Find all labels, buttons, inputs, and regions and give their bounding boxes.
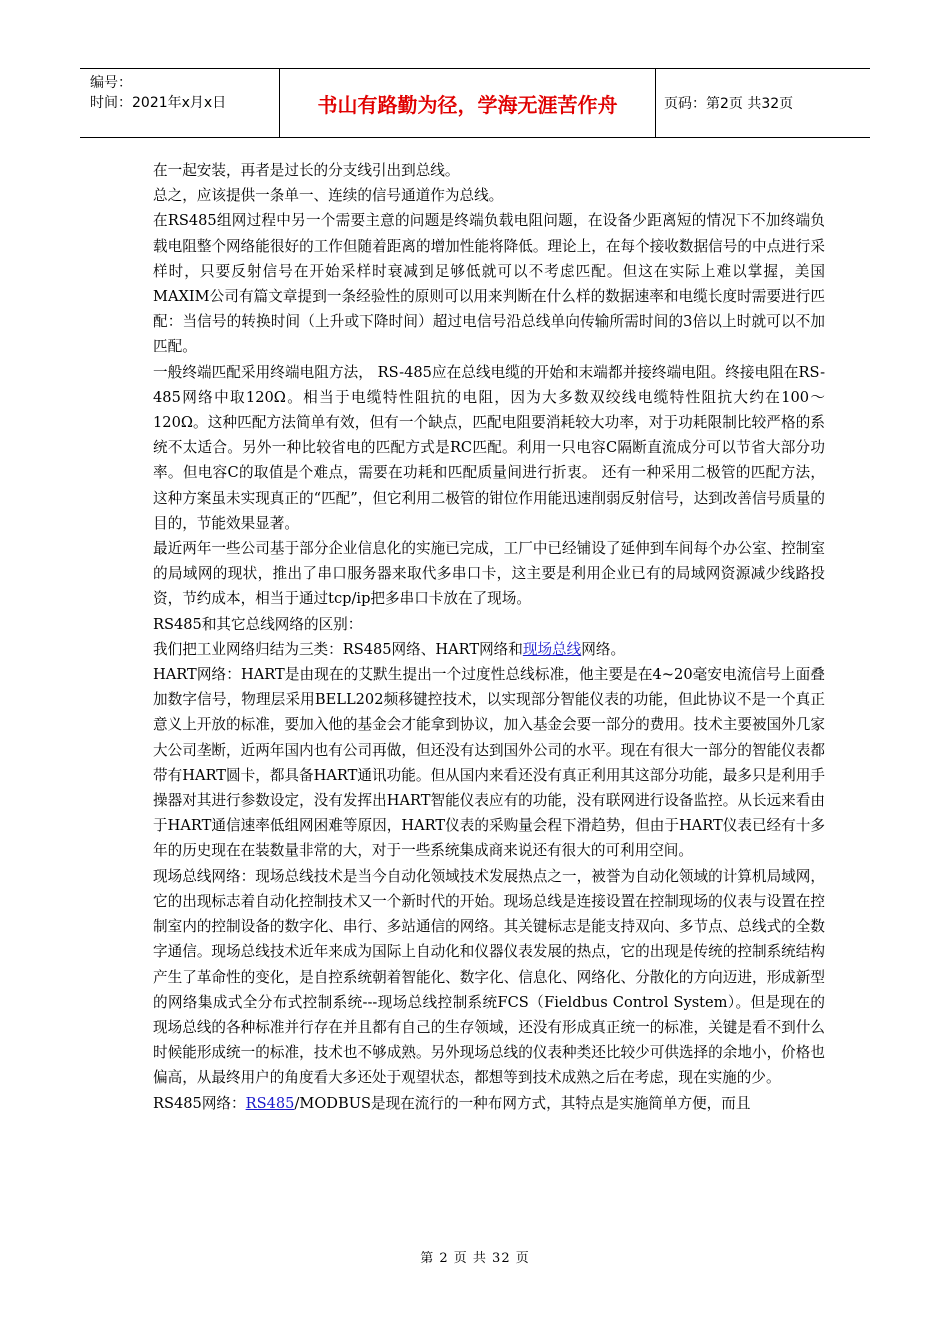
rs485-link[interactable]: RS485	[245, 1094, 295, 1112]
classification-text: 我们把工业网络归结为三类：RS485网络、HART网络和	[153, 640, 523, 658]
rs485-paragraph	[153, 1091, 825, 1116]
header-motto: 书山有路勤为径，学海无涯苦作舟	[280, 69, 656, 137]
fieldbus-paragraph: 现场总线网络：现场总线技术是当今自动化领域技术发展热点之一，被誉为自动化领域的计算机局域网，它的出现标志着自动化控制技术又一个新时代的开始。现场总线是连接设置在控制现场的仪表与设置在控制室内的控制设备的数字化、串行、多站通信的网络。其关键标志是能支持双向、多节点、总线式的全数字通信。现场总线技术近年来成为国际上自动化和仪器仪表发展的热点，它的出现是传统的控制系统结构产生了革命性的变化，是自控系统朝着智能化、数字化、信息化、网络化、分散化的方向迈进，形成新型的网络集成式全分布式控制系统---现场总线控制系统FCS（Fieldbus Control System）。但是现在的现场总线的各种标准并行存在并且都有自己的生存领域，还没有形成真正统一的标准，关键是看不到什么时候能形成统一的标准，技术也不够成熟。另外现场总线的仪表种类还比较少可供选择的余地小，价格也偏高，从最终用户的角度看大多还处于观望状态，都想等到技术成熟之后在考虑，现在实施的少。	[153, 867, 825, 1087]
document-time-label: 时间：2021年x月x日	[90, 95, 227, 111]
paragraph: 最近两年一些公司基于部分企业信息化的实施已完成，工厂中已经铺设了延伸到车间每个办公室、控制室的局域网的现状，推出了串口服务器来取代多串口卡，这主要是利用企业已有的局域网资源减少线路投资，节约成本，相当于通过tcp/ip把多串口卡放在了现场。	[153, 540, 825, 608]
document-number-label: 编号：	[90, 75, 132, 91]
paragraph: 一般终端匹配采用终端电阻方法， RS-485应在总线电缆的开始和末端都并接终端电阻。终接电阻在RS-485网络中取120Ω。相当于电缆特性阻抗的电阻，因为大多数双绞线电缆特性阻抗大约在100～120Ω。这种匹配方法简单有效，但有一个缺点，匹配电阻要消耗较大功率，对于功耗限制比较严格的系统不太适合。另外一种比较省电的匹配方式是RC匹配。利用一只电容C隔断直流成分可以节省大部分功率。但电容C的取值是个难点，需要在功耗和匹配质量间进行折衷。 还有一种采用二极管的匹配方法，这种方案虽未实现真正的“匹配”，但它利用二极管的钳位作用能迅速削弱反射信号，达到改善信号质量的目的，节能效果显著。	[153, 363, 825, 532]
paragraph: RS485和其它总线网络的区别：	[153, 615, 363, 633]
page-footer: 第 2 页 共 32 页	[420, 1251, 530, 1266]
classification-paragraph	[153, 637, 825, 662]
header-meta	[80, 69, 280, 137]
classification-text-end: 网络。	[581, 640, 626, 658]
paragraph: 总之，应该提供一条单一、连续的信号通道作为总线。	[153, 187, 504, 205]
page-header	[80, 68, 870, 138]
header-page-info: 页码：第2页 共32页	[664, 96, 794, 112]
paragraph: 在RS485组网过程中另一个需要主意的问题是终端负载电阻问题，在设备少距离短的情况下不加终端负载电阻整个网络能很好的工作但随着距离的增加性能将降低。理论上，在每个接收数据信号的中点进行采样时，只要反射信号在开始采样时衰减到足够低就可以不考虑匹配。但这在实际上难以掌握，美国MAXIM公司有篇文章提到一条经验性的原则可以用来判断在什么样的数据速率和电缆长度时需要进行匹配：当信号的转换时间（上升或下降时间）超过电信号沿总线单向传输所需时间的3倍以上时就可以不加匹配。	[153, 212, 825, 356]
paragraph: 在一起安装，再者是过长的分支线引出到总线。	[153, 162, 460, 179]
rs485-text: RS485网络：	[153, 1094, 246, 1112]
hart-paragraph: HART网络：HART是由现在的艾默生提出一个过度性总线标准，他主要是在4~20毫安电流信号上面叠加数字信号，物理层采用BELL202频移键控技术，以实现部分智能仪表的功能，但此协议不是一个真正意义上开放的标准，要加入他的基金会才能拿到协议，加入基金会要一部分的费用。技术主要被国外几家大公司垄断，近两年国内也有公司再做，但还没有达到国外公司的水平。现在有很大一部分的智能仪表都带有HART圆卡，都具备HART通讯功能。但从国内来看还没有真正利用其这部分功能，最多只是利用手操器对其进行参数设定，没有发挥出HART智能仪表应有的功能，没有联网进行设备监控。从长远来看由于HART通信速率低组网困难等原因，HART仪表的采购量会程下滑趋势，但由于HART仪表已经有十多年的历史现在在装数量非常的大，对于一些系统集成商来说还有很大的可利用空间。	[153, 666, 825, 860]
document-body	[153, 158, 825, 1116]
fieldbus-link[interactable]: 现场总线	[522, 640, 582, 658]
rs485-text-end: /MODBUS是现在流行的一种布网方式，其特点是实施简单方便，而且	[294, 1094, 751, 1112]
